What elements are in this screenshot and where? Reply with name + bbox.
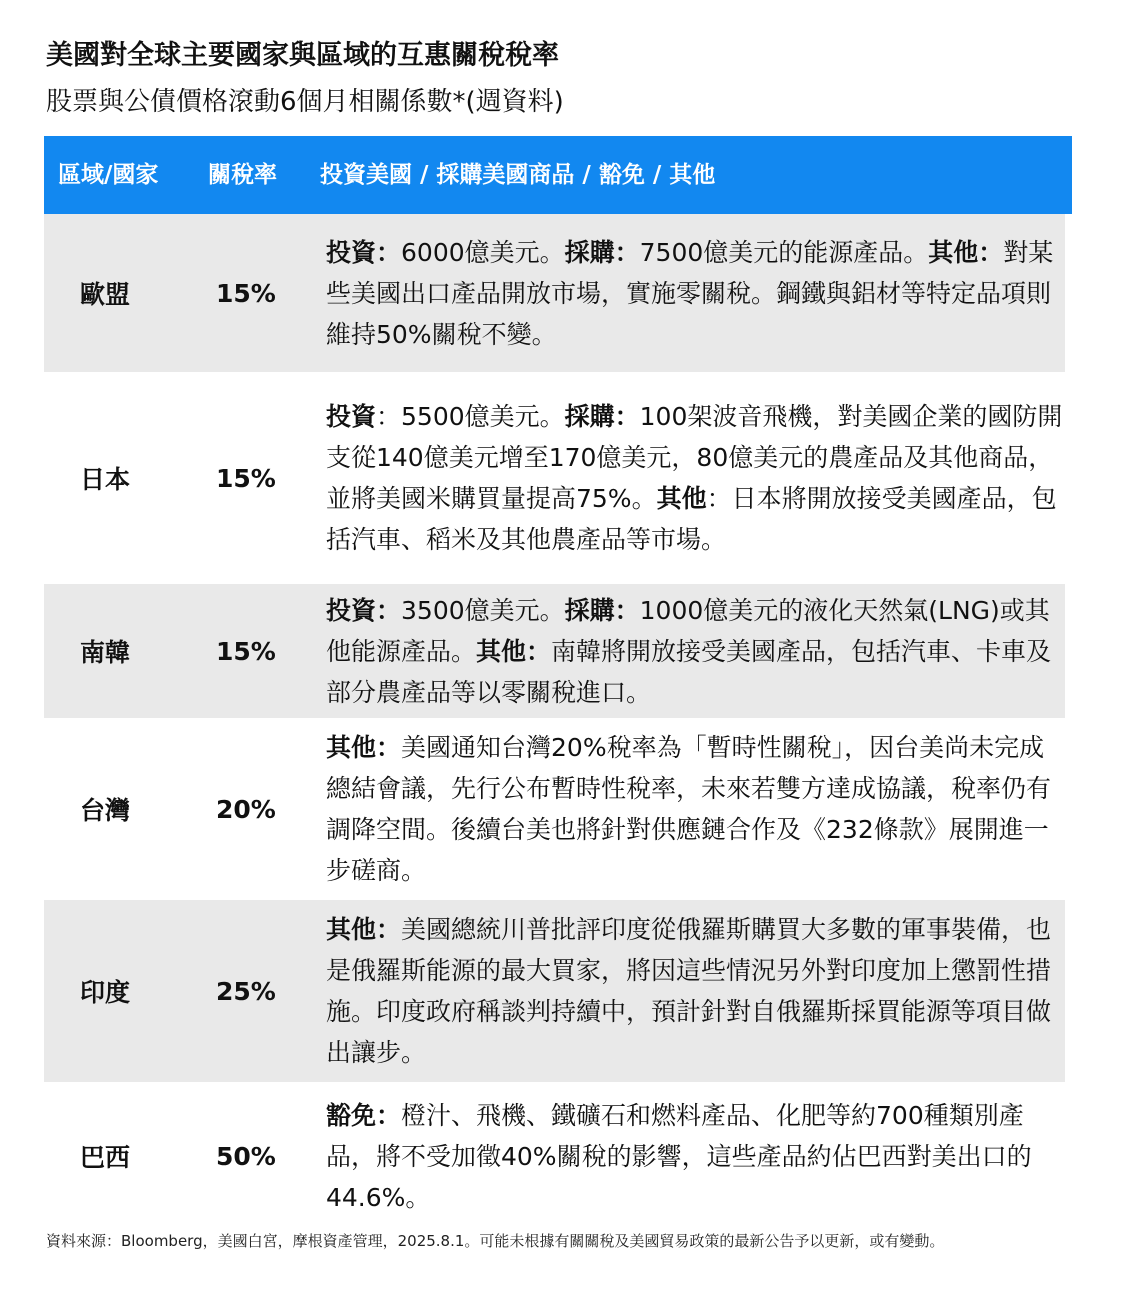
detail-text: 100架波音飛機，對美國企業的國防開支從140億美元增至170億美元，80億美元的農產品及其他商品，並將美國米購買量提高75%。 xyxy=(326,402,1063,513)
table-row xyxy=(44,1082,1065,1230)
detail-cell xyxy=(326,718,1065,900)
table-row xyxy=(44,584,1065,718)
detail-text: ：5500億美元。 xyxy=(376,402,565,431)
detail-text: 南韓將開放接受美國產品，包括汽車、卡車及部分農產品等以零關稅進口。 xyxy=(326,636,1052,707)
detail-label: 其他： xyxy=(476,636,552,666)
detail-label: 豁免： xyxy=(326,1100,402,1130)
rate-cell: 15% xyxy=(216,636,276,666)
header-detail: 投資美國 / 採購美國商品 / 豁免 / 其他 xyxy=(320,162,716,188)
table-row xyxy=(44,900,1065,1082)
detail-label: 採購： xyxy=(564,237,640,267)
region-cell: 日本 xyxy=(80,465,131,494)
detail-cell xyxy=(326,1082,1065,1230)
detail-cell xyxy=(326,372,1065,584)
detail-text: 7500億美元的能源產品。 xyxy=(639,237,929,267)
rate-cell: 20% xyxy=(216,794,276,824)
detail-label: 投資： xyxy=(326,237,402,267)
detail-label: 其他 xyxy=(656,484,707,513)
detail-text: 美國通知台灣20%稅率為「暫時性關稅」，因台美尚未完成總結會議，先行公布暫時性稅率，未來若雙方達成協議，稅率仍有調降空間。後續台美也將針對供應鏈合作及《232條款》展開進一步磋商。 xyxy=(326,733,1052,885)
detail-text: ：日本將開放接受美國產品，包括汽車、稻米及其他農產品等市場。 xyxy=(326,484,1057,554)
detail-text: 對某些美國出口產品開放市場，實施零關稅。鋼鐵與鋁材等特定品項則維持50%關稅不變。 xyxy=(326,237,1054,349)
header-region: 區域/國家 xyxy=(58,162,159,188)
detail-text: 橙汁、飛機、鐵礦石和燃料產品、化肥等約700種類別產品，將不受加徵40%關稅的影響，這些產品約佔巴西對美出口的44.6%。 xyxy=(326,1100,1032,1212)
detail-cell xyxy=(326,584,1065,718)
detail-cell xyxy=(326,214,1065,372)
detail-label: 投資 xyxy=(326,402,377,431)
detail-text: 6000億美元。 xyxy=(401,237,565,267)
region-cell: 巴西 xyxy=(80,1143,131,1172)
table-row xyxy=(44,372,1065,584)
detail-cell xyxy=(326,900,1065,1082)
region-cell: 印度 xyxy=(80,978,131,1007)
rate-cell: 15% xyxy=(216,278,276,308)
detail-label: 其他： xyxy=(326,915,402,944)
table-row xyxy=(44,214,1065,372)
rate-cell: 15% xyxy=(216,463,276,493)
source-footnote: 資料來源：Bloomberg，美國白宮，摩根資產管理，2025.8.1。可能未根據有關關稅及美國貿易政策的最新公告予以更新，或有變動。 xyxy=(46,1232,945,1250)
detail-text: 3500億美元。 xyxy=(401,595,565,625)
detail-label: 採購： xyxy=(564,595,640,625)
region-cell: 南韓 xyxy=(80,638,131,667)
page-title: 美國對全球主要國家與區域的互惠關稅稅率 xyxy=(46,40,559,71)
detail-label: 其他： xyxy=(326,733,402,762)
detail-text: 1000億美元的液化天然氣(LNG)或其他能源產品。 xyxy=(326,595,1050,666)
table-row xyxy=(44,718,1065,900)
detail-text: 美國總統川普批評印度從俄羅斯購買大多數的軍事裝備，也是俄羅斯能源的最大買家，將因這些情況另外對印度加上懲罰性措施。印度政府稱談判持續中，預計針對自俄羅斯採買能源等項目做出讓步。 xyxy=(326,915,1052,1067)
region-cell: 台灣 xyxy=(80,796,131,825)
detail-label: 投資： xyxy=(326,595,402,625)
region-cell: 歐盟 xyxy=(80,280,131,309)
page-subtitle: 股票與公債價格滾動6個月相關係數*(週資料) xyxy=(46,87,564,117)
detail-label: 採購： xyxy=(564,402,640,431)
detail-label: 其他： xyxy=(928,237,1004,267)
rate-cell: 25% xyxy=(216,976,276,1006)
table-header xyxy=(44,136,1072,214)
rate-cell: 50% xyxy=(216,1141,276,1171)
header-rate: 關稅率 xyxy=(208,162,277,188)
